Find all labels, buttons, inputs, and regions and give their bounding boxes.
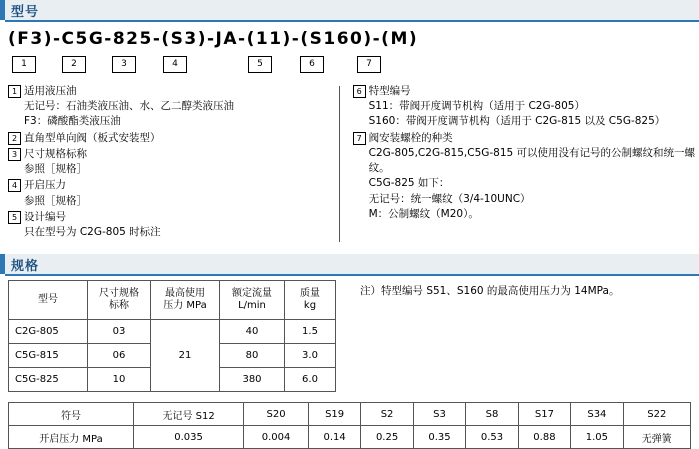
pressure-cell-9: 无弹簧 (623, 426, 690, 449)
legend-title-7: 阀安装螺栓的种类 (368, 131, 453, 144)
legend-number-2: 2 (8, 132, 21, 145)
spec-col-flow: 额定流量 L/min (220, 281, 285, 320)
symbol-table-row-pressure (9, 426, 691, 449)
code-box-3: 3 (112, 56, 136, 73)
legend-number-6: 6 (353, 85, 366, 98)
pressure-cell-4: 0.25 (361, 426, 413, 449)
legend-item-1 (8, 84, 335, 130)
legend-line-4-1: 参照［规格］ (24, 194, 87, 207)
spec-cell-flow-1: 40 (220, 320, 285, 344)
spec-area (0, 280, 699, 392)
spec-note: 注）特型编号 S51、S160 的最高使用压力为 14MPa。 (360, 285, 620, 297)
pressure-cell-5: 0.35 (413, 426, 465, 449)
legend-item-7 (353, 131, 699, 222)
spec-cell-pressure: 21 (151, 320, 220, 392)
spec-col-mass: 质量 kg (285, 281, 336, 320)
code-box-2: 2 (62, 56, 86, 73)
legend-title-3: 尺寸规格标称 (24, 147, 87, 160)
legend-number-3: 3 (8, 148, 21, 161)
legend-line-6-1: S11：带阀开度调节机构（适用于 C2G-805） (368, 100, 585, 113)
legend-item-2 (8, 131, 335, 146)
symbol-table-row-symbols (9, 403, 691, 426)
legend-item-5 (8, 210, 335, 240)
symbol-cell-3: S19 (308, 403, 360, 426)
spec-cell-mass-3: 6.0 (285, 368, 336, 392)
table-row (9, 320, 336, 344)
section-title-model-code: 型号 (11, 4, 40, 20)
spec-cell-flow-2: 80 (220, 344, 285, 368)
legend-line-1-2: F3：磷酸酯类液压油 (24, 115, 121, 128)
legend-title-2: 直角型单向阀（板式安装型） (24, 131, 161, 144)
spec-table (8, 280, 336, 392)
spec-cell-model-2: C5G-815 (9, 344, 88, 368)
symbol-cell-4: S2 (361, 403, 413, 426)
spec-col-model: 型号 (9, 281, 88, 320)
code-box-5: 5 (248, 56, 272, 73)
legend-line-7-2: C5G-825 如下： (368, 177, 450, 190)
section-header-spec (0, 254, 699, 274)
legend-line-7-1: C2G-805,C2G-815,C5G-815 可以使用没有记号的公制螺纹和统一螺纹。 (368, 146, 696, 175)
symbol-cell-7: S17 (518, 403, 570, 426)
code-box-6: 6 (300, 56, 324, 73)
legend-line-3-1: 参照［规格］ (24, 163, 87, 176)
legend-number-1: 1 (8, 85, 21, 98)
legend-title-1: 适用液压油 (24, 85, 77, 97)
pressure-cell-8: 1.05 (571, 426, 623, 449)
spec-cell-size-3: 10 (88, 368, 151, 392)
code-box-1: 1 (12, 56, 36, 73)
legend-title-6: 特型编号 (368, 85, 411, 97)
legend-number-4: 4 (8, 179, 21, 192)
legend-line-5-1: 只在型号为 C2G-805 时标注 (24, 225, 161, 238)
legend-line-7-4: M：公制螺纹（M20）。 (368, 207, 479, 220)
spec-cell-model-1: C2G-805 (9, 320, 88, 344)
spec-table-header-row (9, 281, 336, 320)
legend-number-7: 7 (353, 132, 366, 145)
legend-line-6-2: S160：带阀开度调节机构（适用于 C2G-815 以及 C5G-825） (368, 115, 666, 128)
legend-line-7-3: 无记号：统一螺纹（3/4-10UNC） (368, 192, 531, 205)
section-underline-spec (5, 274, 699, 276)
pressure-cell-6: 0.53 (466, 426, 518, 449)
spec-cell-flow-3: 380 (220, 368, 285, 392)
model-code-index-boxes (0, 56, 699, 78)
symbol-cell-1: 无记号 S12 (134, 403, 244, 426)
code-box-4: 4 (163, 56, 187, 73)
spec-cell-mass-1: 1.5 (285, 320, 336, 344)
section-underline (5, 20, 699, 22)
symbol-cell-5: S3 (413, 403, 465, 426)
legend-item-4 (8, 178, 335, 208)
legend-column-right (335, 84, 699, 254)
spec-cell-size-2: 06 (88, 344, 151, 368)
legend-item-6 (353, 84, 699, 130)
symbol-cell-8: S34 (571, 403, 623, 426)
pressure-cell-2: 0.004 (244, 426, 309, 449)
symbol-cell-9: S22 (623, 403, 690, 426)
symbol-cell-2: S20 (244, 403, 309, 426)
section-header-model-code (0, 0, 699, 20)
legend-column-left (0, 84, 335, 254)
symbol-table (8, 402, 691, 449)
pressure-cell-7: 0.88 (518, 426, 570, 449)
code-box-7: 7 (357, 56, 381, 73)
symbol-row-head: 符号 (9, 403, 134, 426)
model-code-legend (0, 84, 699, 254)
pressure-cell-3: 0.14 (308, 426, 360, 449)
legend-title-4: 开启压力 (24, 179, 66, 192)
pressure-cell-1: 0.035 (134, 426, 244, 449)
legend-number-5: 5 (8, 211, 21, 224)
spec-col-pressure: 最高使用 压力 MPa (151, 281, 220, 320)
symbol-cell-6: S8 (466, 403, 518, 426)
pressure-row-head: 开启压力 MPa (9, 426, 134, 449)
legend-title-5: 设计编号 (24, 210, 66, 223)
legend-line-1-1: 无记号：石油类液压油、水、乙二醇类液压油 (24, 100, 234, 113)
spec-cell-model-3: C5G-825 (9, 368, 88, 392)
spec-col-size: 尺寸规格 标称 (88, 281, 151, 320)
model-code-string: (F3)-C5G-825-(S3)-JA-(11)-(S160)-(M) (8, 29, 419, 49)
legend-item-3 (8, 147, 335, 177)
spec-cell-mass-2: 3.0 (285, 344, 336, 368)
section-title-spec: 规格 (11, 258, 40, 274)
spec-cell-size-1: 03 (88, 320, 151, 344)
